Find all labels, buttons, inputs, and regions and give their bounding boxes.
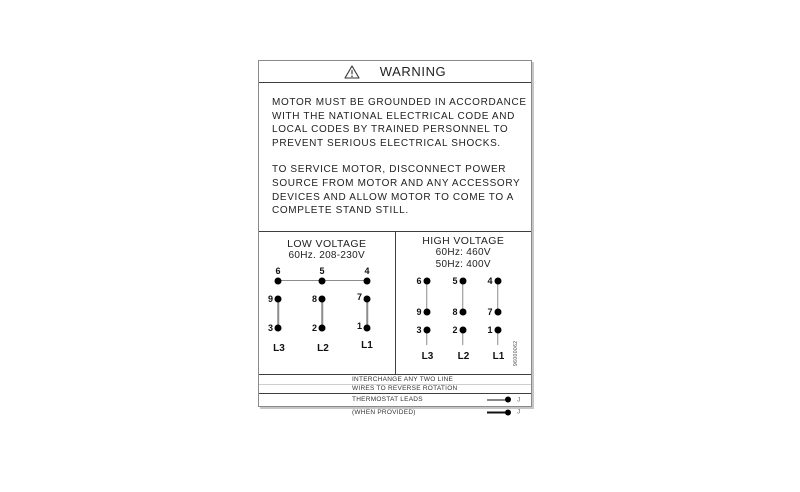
terminal-dot <box>494 326 501 333</box>
terminal-number: 6 <box>275 265 281 276</box>
terminal-dot <box>423 277 430 284</box>
terminal-number: 1 <box>487 324 493 335</box>
terminal-dot <box>319 295 326 302</box>
warning-line: MOTOR MUST BE GROUNDED IN ACCORDANCE <box>272 97 527 108</box>
footer-row-thermostat-leads <box>259 394 531 406</box>
line-label: L3 <box>273 342 285 354</box>
terminal-dot <box>459 326 466 333</box>
terminal-number: 3 <box>267 322 273 333</box>
line-label: L2 <box>317 342 329 354</box>
terminal-dot <box>275 277 282 284</box>
terminal-number: 5 <box>319 265 325 276</box>
high-voltage-title: HIGH VOLTAGE <box>422 234 505 247</box>
terminal-dot <box>319 324 326 331</box>
terminal-dot <box>364 295 371 302</box>
lead-wire-line <box>487 399 506 401</box>
terminal-number: 8 <box>452 306 458 317</box>
terminal-dot <box>275 295 282 302</box>
terminal-dot <box>494 277 501 284</box>
footer-text: INTERCHANGE ANY TWO LINE <box>352 375 454 383</box>
voltage-diagrams <box>259 231 531 375</box>
terminal-number: 2 <box>452 324 458 335</box>
low-voltage-panel <box>259 232 396 374</box>
warning-line: PREVENT SERIOUS ELECTRICAL SHOCKS. <box>272 137 501 149</box>
terminal-dot <box>423 308 430 315</box>
low-voltage-subtitle: 60Hz. 208-230V <box>288 249 365 261</box>
terminal-number: 3 <box>416 324 422 335</box>
footer-text: (WHEN PROVIDED) <box>352 408 416 416</box>
line-label: L3 <box>421 350 434 362</box>
high-voltage-subtitle-50hz: 50Hz: 400V <box>435 258 491 270</box>
line-label: L2 <box>457 350 470 362</box>
warning-line: SOURCE FROM MOTOR AND ANY ACCESSORY <box>272 177 521 189</box>
warning-line: COMPLETE STAND STILL. <box>272 205 409 217</box>
warning-title: WARNING <box>379 64 447 79</box>
footer-text: THERMOSTAT LEADS <box>352 396 423 404</box>
terminal-dot <box>275 324 282 331</box>
high-voltage-subtitle-60hz: 60Hz: 460V <box>435 246 491 258</box>
thermostat-lead-symbol <box>487 396 521 403</box>
line-label: L1 <box>492 350 505 362</box>
terminal-number: 7 <box>356 291 362 302</box>
terminal-dot <box>364 324 371 331</box>
footer-row-when-provided <box>259 406 531 419</box>
terminal-number: 9 <box>267 293 273 304</box>
line-label: L1 <box>361 339 373 351</box>
high-voltage-panel <box>396 232 532 374</box>
warning-header <box>259 61 531 83</box>
warning-text-block <box>259 83 531 231</box>
terminal-number: 7 <box>487 306 493 317</box>
warning-triangle-icon <box>344 65 360 79</box>
terminal-number: 2 <box>311 322 317 333</box>
warning-line: TO SERVICE MOTOR, DISCONNECT POWER <box>272 164 507 176</box>
phase-connection-line <box>497 281 499 312</box>
terminal-number: 4 <box>487 275 493 286</box>
terminal-number: 5 <box>452 275 458 286</box>
terminal-dot <box>494 308 501 315</box>
thermostat-lead-symbol <box>487 409 521 416</box>
terminal-number: 6 <box>416 275 422 286</box>
lead-label: J <box>517 408 521 416</box>
footer-row-reverse-rotation <box>259 385 531 394</box>
phase-connection-line <box>462 281 464 312</box>
service-warning-paragraph <box>272 163 527 217</box>
lead-wire-line <box>487 412 506 414</box>
terminal-number: 8 <box>311 293 317 304</box>
warning-line: DEVICES AND ALLOW MOTOR TO COME TO A <box>272 191 514 203</box>
terminal-dot <box>459 277 466 284</box>
warning-line: WITH THE NATIONAL ELECTRICAL CODE AND <box>272 110 515 122</box>
terminal-number: 9 <box>416 306 422 317</box>
terminal-number: 4 <box>364 265 370 276</box>
warning-line: LOCAL CODES BY TRAINED PERSONNEL TO <box>272 124 509 136</box>
lead-terminal-dot <box>505 397 511 403</box>
motor-warning-label <box>258 60 532 416</box>
terminal-number: 1 <box>356 320 362 331</box>
grounding-warning-paragraph <box>272 96 527 150</box>
terminal-dot <box>459 308 466 315</box>
footer-text: WIRES TO REVERSE ROTATION <box>352 385 458 393</box>
terminal-dot <box>423 326 430 333</box>
terminal-dot <box>319 277 326 284</box>
footer-row-interchange <box>259 375 531 385</box>
terminal-dot <box>364 277 371 284</box>
label-part-number: 96000062 <box>512 340 519 366</box>
phase-connection-line <box>426 281 428 312</box>
footer-notes <box>259 375 531 419</box>
low-voltage-title: LOW VOLTAGE <box>287 237 367 250</box>
lead-terminal-dot <box>505 409 511 415</box>
lead-label: J <box>517 396 521 404</box>
